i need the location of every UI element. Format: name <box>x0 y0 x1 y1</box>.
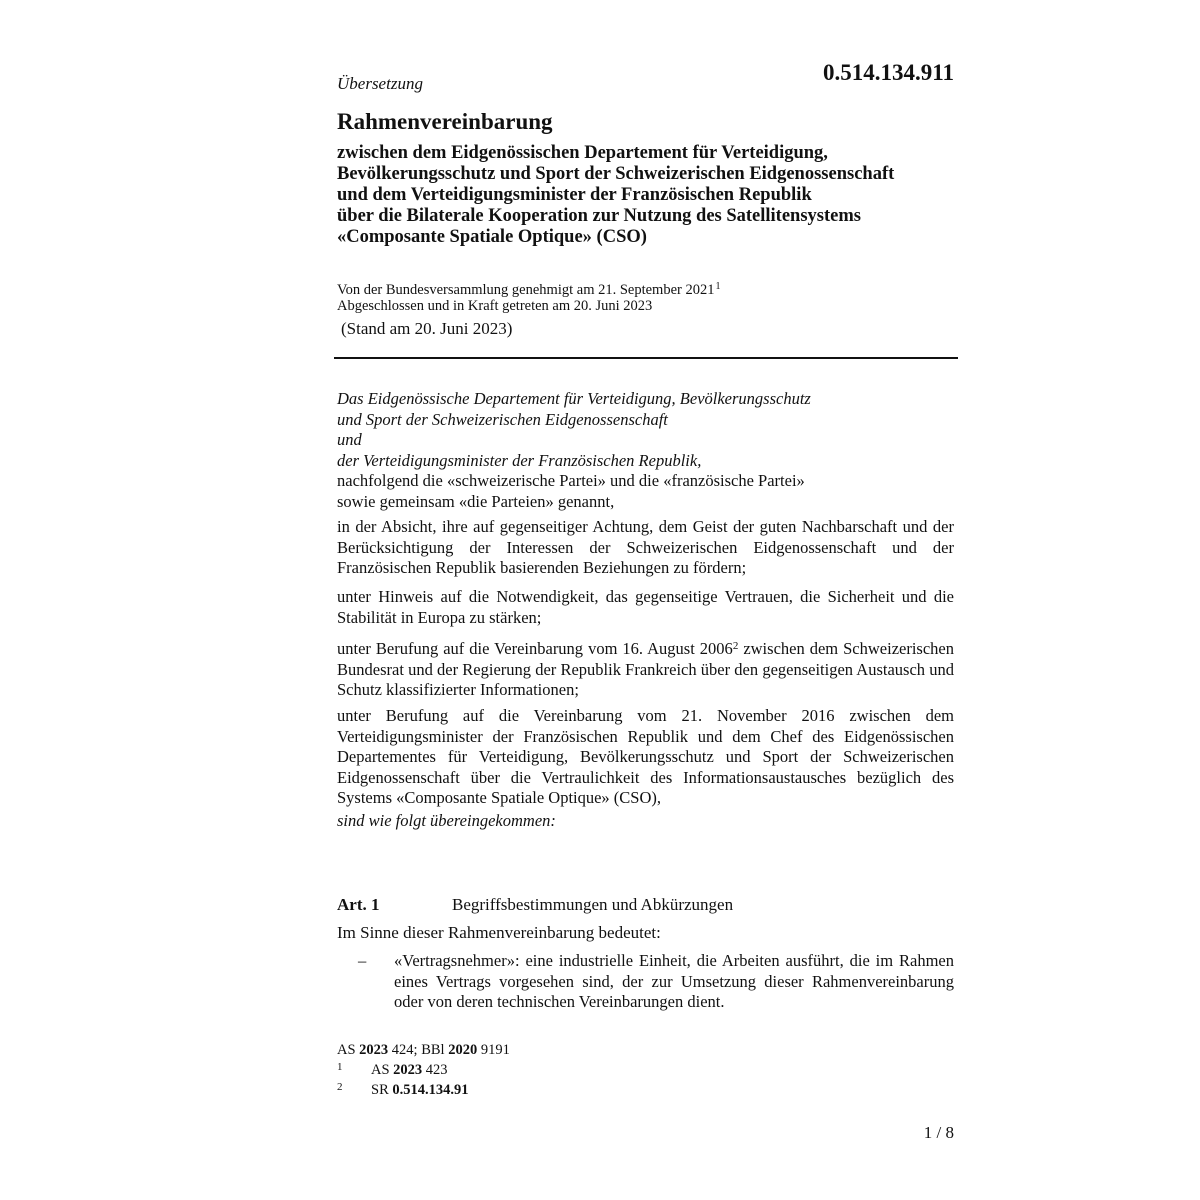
subtitle-line: «Composante Spatiale Optique» (CSO) <box>337 227 647 247</box>
ref-year: 2020 <box>448 1042 478 1058</box>
approval-text: Von der Bundesversammlung genehmigt am 21. September 2021 <box>337 282 715 298</box>
ref-text: AS <box>337 1042 360 1058</box>
translation-label: Übersetzung <box>337 74 423 93</box>
subtitle-line: zwischen dem Eidgenössischen Departement für Verteidigung, <box>337 143 828 163</box>
ref-text: 9191 <box>477 1042 510 1058</box>
ref-year: 2023 <box>359 1042 389 1058</box>
footnote-bold: 2023 <box>393 1062 423 1078</box>
footnote-number: 2 <box>337 1081 343 1093</box>
footnote <box>337 1079 510 1099</box>
party-line: der Verteidigungsminister der Französischen Republik, <box>337 450 702 470</box>
subtitle-line: Bevölkerungsschutz und Sport der Schweizerischen Eidgenossenschaft <box>337 164 895 184</box>
footnote-text: 423 <box>422 1062 448 1078</box>
footnote-ref[interactable]: 1 <box>715 281 721 292</box>
ref-text: 424; BBl <box>388 1042 449 1058</box>
list-dash: – <box>358 951 367 970</box>
naming-line: sowie gemeinsam «die Parteien» genannt, <box>337 491 615 511</box>
footer-references <box>337 1042 510 1099</box>
paragraph-text: unter Berufung auf die Vereinbarung vom 16. August 2006 <box>337 639 733 658</box>
article-title: Begriffsbestimmungen und Abkürzungen <box>452 895 734 914</box>
paragraph-text: zwischen dem Schweizerischen Bundesrat und der Regierung der Republik Frankreich über den gegenseitigen Austausch und Schutz klassifizierter Informationen; <box>337 639 955 699</box>
header-divider <box>334 357 958 359</box>
footnote <box>337 1059 510 1079</box>
preamble-paragraph: in der Absicht, ihre auf gegenseitiger Achtung, dem Geist der guten Nachbarschaft und der Berücksichtigung der Interessen der Schweizerischen Eidgenossenschaft und der Französischen Republik basierenden Beziehungen zu fördern; <box>337 517 954 577</box>
footnote-number: 1 <box>337 1061 343 1073</box>
preamble-closing: sind wie folgt übereingekommen: <box>337 811 556 830</box>
party-line: und <box>337 430 362 449</box>
party-line: Das Eidgenössische Departement für Verteidigung, Bevölkerungsschutz <box>337 389 811 408</box>
concluded-line: Abgeschlossen und in Kraft getreten am 20. Juni 2023 <box>337 298 653 314</box>
preamble-paragraph: unter Berufung auf die Vereinbarung vom 21. November 2016 zwischen dem Verteidigungsminister der Französischen Republik und dem Chef des Eidgenössischen Departementes für Verteidigung, Bevölkerungsschutz und Sport der Schweizerischen Eidgenossenschaft über die Vertraulichkeit des Informationsaustausches bezüglich des Systems «Composante Spatiale Optique» (CSO), <box>337 706 954 807</box>
footnote-ref[interactable]: 2 <box>732 640 739 652</box>
document-meta <box>337 279 720 314</box>
document-title: Rahmenvereinbarung <box>337 109 553 134</box>
approval-line <box>337 279 720 298</box>
naming-line: nachfolgend die «schweizerische Partei» und die «französische Partei» <box>337 471 805 490</box>
footnote-text: SR <box>371 1082 393 1098</box>
footnote-text: AS <box>371 1062 394 1078</box>
preamble-paragraph <box>337 636 954 701</box>
article-intro: Im Sinne dieser Rahmenvereinbarung bedeutet: <box>337 923 661 942</box>
sr-number: 0.514.134.911 <box>823 60 954 85</box>
page-number: 1 / 8 <box>923 1123 954 1142</box>
status-date: (Stand am 20. Juni 2023) <box>341 319 513 338</box>
preamble-paragraph: unter Hinweis auf die Notwendigkeit, das gegenseitige Vertrauen, die Sicherheit und die Stabilität in Europa zu stärken; <box>337 587 954 627</box>
preamble-parties <box>337 389 954 512</box>
official-compilation-ref <box>337 1042 510 1059</box>
subtitle-line: über die Bilaterale Kooperation zur Nutzung des Satellitensystems <box>337 206 861 226</box>
article-number: Art. 1 <box>337 895 380 914</box>
document-subtitle <box>337 143 977 248</box>
footnote-bold: 0.514.134.91 <box>392 1082 469 1098</box>
subtitle-line: und dem Verteidigungsminister der Französischen Republik <box>337 185 812 205</box>
list-item-text: «Vertragsnehmer»: eine industrielle Einheit, die Arbeiten ausführt, die im Rahmen eines Vertrags vorgesehen sind, der zur Umsetzung dieser Rahmenvereinbarung oder von deren technischen Vereinbarungen dient. <box>394 951 954 1011</box>
party-line: und Sport der Schweizerischen Eidgenossenschaft <box>337 409 668 429</box>
article-heading <box>337 895 733 915</box>
